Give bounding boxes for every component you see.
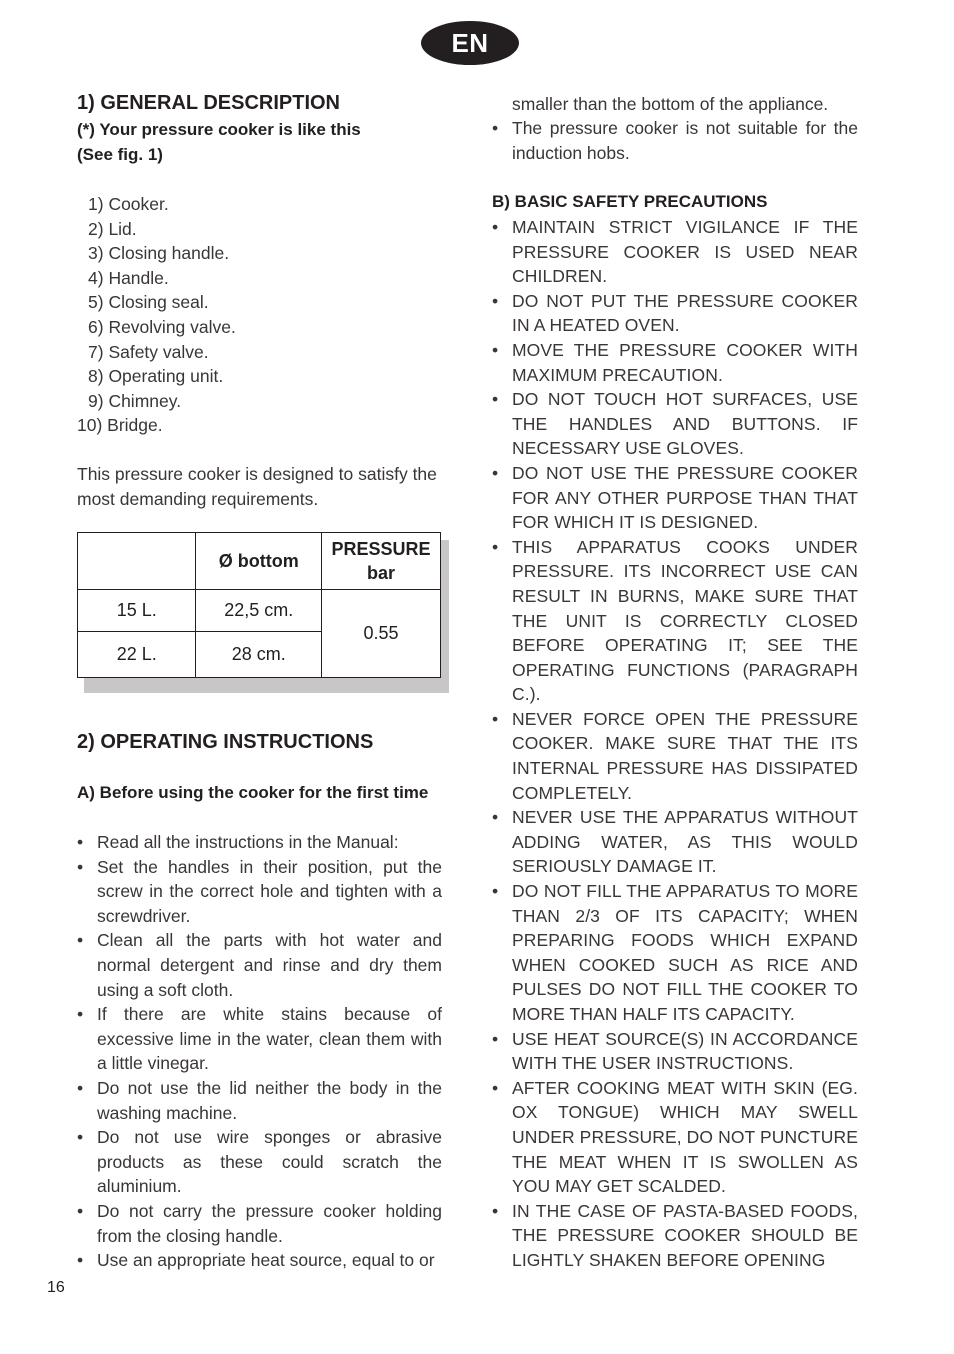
part-label: Lid. — [108, 218, 137, 239]
specs-table — [77, 532, 441, 678]
part-label: Handle. — [108, 267, 169, 288]
list-item: • Read all the instructions in the Manual: — [77, 830, 442, 855]
section-a-heading: A) Before using the cooker for the first time — [77, 783, 429, 802]
list-item: • AFTER COOKING MEAT WITH SKIN (EG. OX TONGUE) WHICH MAY SWELL UNDER PRESSURE, DO NOT PUNCTURE THE MEAT WHEN IT IS SWOLLEN AS YOU MAY GET SCALDED. — [492, 1076, 858, 1199]
header-cell-size — [78, 533, 196, 590]
list-item — [77, 340, 236, 365]
table-header-row — [78, 533, 441, 590]
part-number: 9) — [88, 390, 104, 411]
header-cell-bottom: Ø bottom — [196, 533, 322, 590]
cell-bottom: 22,5 cm. — [196, 590, 322, 632]
parts-list — [77, 192, 236, 438]
intro-paragraph: This pressure cooker is designed to satisfy the most demanding requirements. — [77, 464, 437, 509]
cell-size: 22 L. — [78, 632, 196, 678]
list-item: • MAINTAIN STRICT VIGILANCE IF THE PRESSURE COOKER IS USED NEAR CHILDREN. — [492, 215, 858, 289]
part-number: 2) — [88, 218, 104, 239]
list-item: • Clean all the parts with hot water and normal detergent and rinse and dry them using a soft cloth. — [77, 928, 442, 1002]
part-label: Operating unit. — [108, 366, 224, 387]
section-a-list — [77, 830, 442, 1273]
list-item: • IN THE CASE OF PASTA-BASED FOODS, THE PRESSURE COOKER SHOULD BE LIGHTLY SHAKEN BEFORE OPENING — [492, 1199, 858, 1273]
cell-bottom: 28 cm. — [196, 632, 322, 678]
part-number: 8) — [88, 366, 104, 387]
list-item — [77, 192, 236, 217]
part-number: 1) — [88, 194, 104, 214]
subheading-like-this: (*) Your pressure cooker is like this — [77, 120, 361, 139]
part-label: Closing seal. — [108, 292, 209, 313]
list-item: • NEVER USE THE APPARATUS WITHOUT ADDING WATER, AS THIS WOULD SERIOUSLY DAMAGE IT. — [492, 805, 858, 879]
list-item — [77, 290, 236, 315]
list-item — [77, 389, 236, 414]
list-item — [77, 413, 236, 438]
section-b-heading: B) BASIC SAFETY PRECAUTIONS — [492, 192, 768, 211]
part-label: Revolving valve. — [108, 316, 236, 337]
list-item: • Do not carry the pressure cooker holding from the closing handle. — [77, 1199, 442, 1248]
part-number: 6) — [88, 316, 104, 337]
list-item: • USE HEAT SOURCE(S) IN ACCORDANCE WITH THE USER INSTRUCTIONS. — [492, 1027, 858, 1076]
list-item: • THIS APPARATUS COOKS UNDER PRESSURE. ITS INCORRECT USE CAN RESULT IN BURNS, MAKE SURE THAT THE UNIT IS CORRECTLY CLOSED BEFORE OPERATING IT; SEE THE OPERATING FUNCTIONS (PARAGRAPH C.). — [492, 535, 858, 707]
part-label: Bridge. — [107, 415, 163, 436]
list-item — [77, 217, 236, 242]
page-number: 16 — [47, 1279, 65, 1296]
part-number: 7) — [88, 341, 104, 362]
list-item: • Do not use the lid neither the body in the washing machine. — [77, 1076, 442, 1125]
part-number: 5) — [88, 292, 104, 313]
list-item: • The pressure cooker is not suitable for the induction hobs. — [492, 116, 858, 165]
part-label: Chimney. — [108, 390, 182, 411]
general-description-heading: 1) GENERAL DESCRIPTION — [77, 92, 340, 114]
list-item — [77, 315, 236, 340]
list-item: • DO NOT USE THE PRESSURE COOKER FOR ANY OTHER PURPOSE THAN THAT FOR WHICH IT IS DESIGNED. — [492, 461, 858, 535]
safety-precautions-list — [492, 215, 858, 1273]
list-item: • If there are white stains because of excessive lime in the water, clean them with a little vinegar. — [77, 1002, 442, 1076]
list-item: • MOVE THE PRESSURE COOKER WITH MAXIMUM PRECAUTION. — [492, 338, 858, 387]
part-label: Closing handle. — [108, 243, 230, 264]
header-pressure-label: PRESSURE — [331, 539, 431, 559]
part-label: Cooker. — [108, 194, 169, 214]
header-cell-pressure — [322, 533, 441, 590]
induction-note-list — [492, 116, 858, 165]
list-item: • Use an appropriate heat source, equal to or — [77, 1248, 442, 1273]
list-item: • Set the handles in their position, put the screw in the correct hole and tighten with a screwdriver. — [77, 855, 442, 929]
list-item: • DO NOT TOUCH HOT SURFACES, USE THE HANDLES AND BUTTONS. IF NECESSARY USE GLOVES. — [492, 387, 858, 461]
list-item — [77, 364, 236, 389]
operating-instructions-heading: 2) OPERATING INSTRUCTIONS — [77, 731, 374, 753]
list-item — [77, 241, 236, 266]
list-item — [77, 266, 236, 291]
list-item: • DO NOT PUT THE PRESSURE COOKER IN A HEATED OVEN. — [492, 289, 858, 338]
header-pressure-unit: bar — [367, 563, 396, 583]
part-number: 3) — [88, 243, 104, 264]
list-item: • Do not use wire sponges or abrasive products as these could scratch the aluminium. — [77, 1125, 442, 1199]
part-label: Safety valve. — [108, 341, 209, 362]
table-row — [78, 590, 441, 632]
cell-size: 15 L. — [78, 590, 196, 632]
list-item: • NEVER FORCE OPEN THE PRESSURE COOKER. MAKE SURE THAT THE ITS INTERNAL PRESSURE HAS DISSIPATED COMPLETELY. — [492, 707, 858, 805]
cell-pressure: 0.55 — [322, 590, 441, 678]
part-number: 4) — [88, 267, 104, 288]
part-number: 10) — [77, 415, 103, 436]
language-badge: EN — [421, 21, 519, 65]
subheading-see-fig: (See fig. 1) — [77, 145, 163, 164]
list-item: • DO NOT FILL THE APPARATUS TO MORE THAN 2/3 OF ITS CAPACITY; WHEN PREPARING FOODS WHICH EXPAND WHEN COOKED SUCH AS RICE AND PULSES DO NOT FILL THE COOKER TO MORE THAN HALF ITS CAPACITY. — [492, 879, 858, 1027]
continuation-text: smaller than the bottom of the appliance. — [512, 94, 829, 114]
